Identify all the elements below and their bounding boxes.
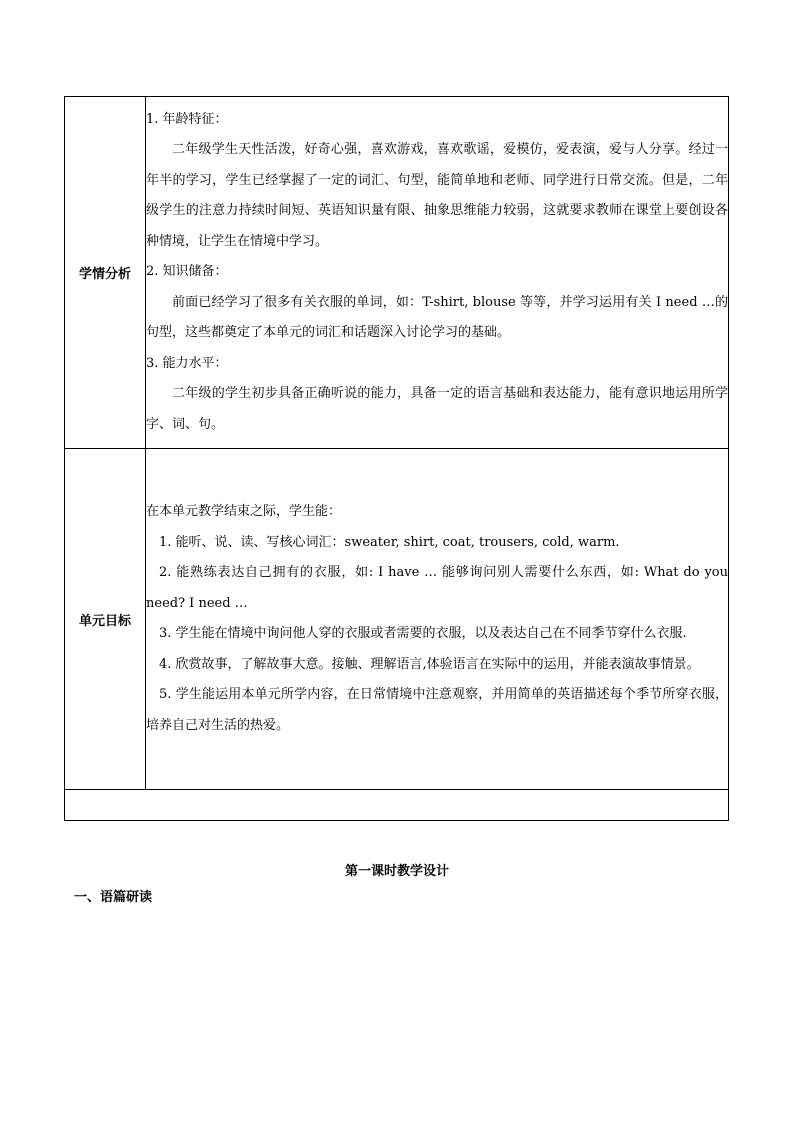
lesson-plan-table — [64, 96, 729, 821]
goal-item: 1. 能听、说、读、写核心词汇：sweater, shirt, coat, trousers, cold, warm. — [159, 534, 620, 550]
age-title: 1. 年龄特征： — [146, 111, 228, 127]
goals-content — [146, 449, 729, 790]
goals-label: 单元目标 — [65, 449, 146, 790]
ability-title: 3. 能力水平： — [146, 355, 228, 371]
goal-item: 4. 欣赏故事，了解故事大意。接触、理解语言,体验语言在实际中的运用，并能表演故事情景。 — [159, 656, 700, 672]
lesson-title: 第一课时教学设计 — [344, 864, 449, 879]
goal-item: 2. 能熟练表达自己拥有的衣服，如: I have … 能够询问别人需要什么东西，如: What do you need? I need … — [146, 565, 728, 611]
section-heading: 一、语篇研读 — [74, 890, 153, 905]
goals-intro: 在本单元教学结束之际，学生能： — [146, 504, 342, 519]
analysis-row — [65, 97, 729, 449]
knowledge-title: 2. 知识储备： — [146, 264, 228, 280]
age-text: 二年级学生天性活泼，好奇心强，喜欢游戏，喜欢歌谣，爱模仿，爱表演，爱与人分享。经过一年半的学习，学生已经掌握了一定的词汇、句型，能简单地和老师、同学进行日常交流。但是，二年级学生的注意力持续时间短、英语知识量有限、抽象思维能力较弱，这就要求教师在课堂上要创设各种情境，让学生在情境中学习。 — [146, 142, 728, 249]
empty-cell — [65, 790, 729, 821]
goal-item: 3. 学生能在情境中询问他人穿的衣服或者需要的衣服，以及表达自己在不同季节穿什么衣服. — [159, 626, 687, 641]
empty-row — [65, 790, 729, 821]
analysis-label: 学情分析 — [65, 97, 146, 449]
knowledge-text: 前面已经学习了很多有关衣服的单词，如：T-shirt, blouse 等等，并学习运用有关 I need …的句型，这些都奠定了本单元的词汇和话题深入讨论学习的基础。 — [146, 294, 728, 341]
goal-item: 5. 学生能运用本单元所学内容，在日常情境中注意观察，并用简单的英语描述每个季节所穿衣服，培养自己对生活的热爱。 — [146, 687, 728, 733]
ability-text: 二年级的学生初步具备正确听说的能力，具备一定的语言基础和表达能力，能有意识地运用所学字、词、句。 — [146, 386, 728, 432]
analysis-content — [146, 97, 729, 449]
goals-row — [65, 449, 729, 790]
